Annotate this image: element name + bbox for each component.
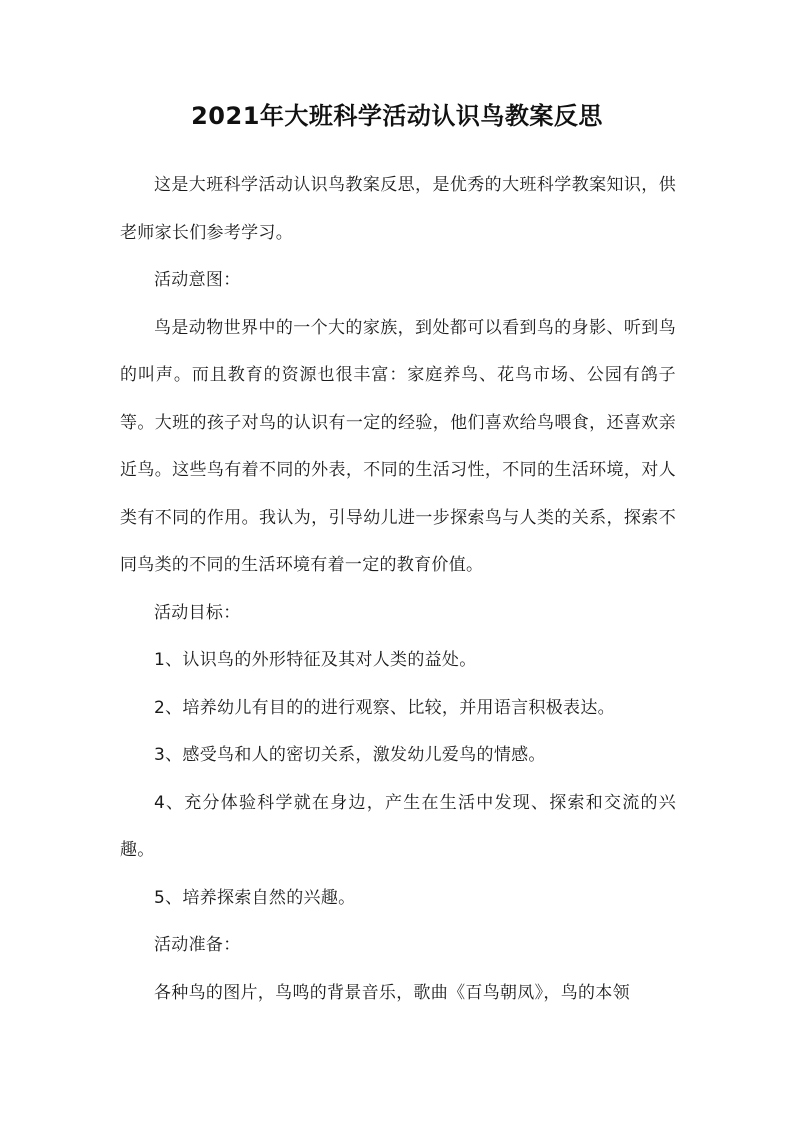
preparation-paragraph: 各种鸟的图片，鸟鸣的背景音乐，歌曲《百鸟朝凤》，鸟的本领 (154, 982, 630, 1003)
goal-item-3: 3、感受鸟和人的密切关系，激发幼儿爱鸟的情感。 (154, 745, 546, 765)
goal-item-1: 1、认识鸟的外形特征及其对人类的益处。 (154, 650, 477, 670)
goal-item-5: 5、培养探索自然的兴趣。 (154, 887, 356, 908)
document-title: 2021年大班科学活动认识鸟教案反思 (191, 102, 603, 130)
section-heading-preparation: 活动准备： (154, 935, 241, 955)
goal-item-4: 4、充分体验科学就在身边，产生在生活中发现、探索和交流的兴趣。 (120, 792, 676, 860)
goal-item-2: 2、培养幼儿有目的的进行观察、比较，并用语言积极表达。 (154, 697, 615, 718)
section-heading-intent: 活动意图： (154, 270, 241, 290)
document-body (120, 162, 676, 1017)
intent-paragraph: 鸟是动物世界中的一个大的家族，到处都可以看到鸟的身影、听到鸟的叫声。而且教育的资源也很丰富：家庭养鸟、花鸟市场、公园有鸽子等。大班的孩子对鸟的认识有一定的经验，他们喜欢给鸟喂食，还喜欢亲近鸟。这些鸟有着不同的外表，不同的生活习性，不同的生活环境，对人类有不同的作用。我认为，引导幼儿进一步探索鸟与人类的关系，探索不同鸟类的不同的生活环境有着一定的教育价值。 (120, 317, 676, 575)
intro-paragraph: 这是大班科学活动认识鸟教案反思，是优秀的大班科学教案知识，供老师家长们参考学习。 (120, 175, 676, 243)
section-heading-goals: 活动目标： (154, 602, 241, 623)
